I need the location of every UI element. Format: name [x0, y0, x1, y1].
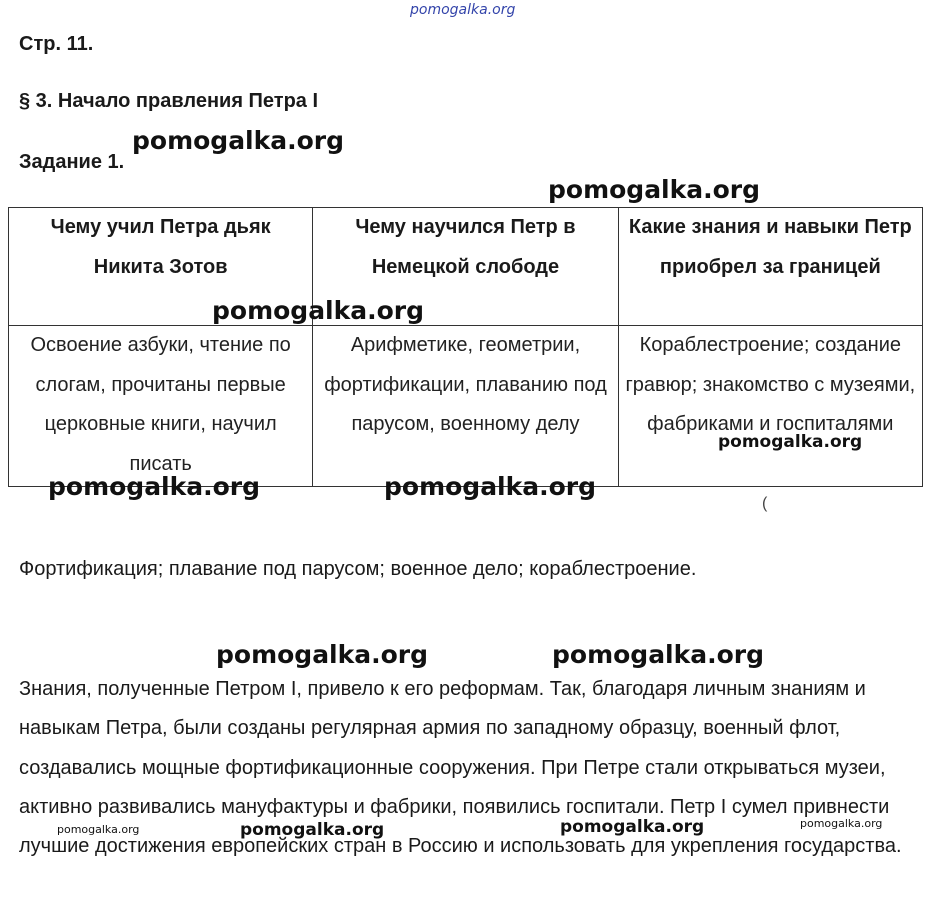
table-header-row — [9, 208, 923, 326]
watermark: pomogalka.org — [57, 823, 140, 836]
watermark: pomogalka.org — [384, 472, 597, 501]
table-header-cell: Чему научился Петр в Немецкой слободе — [313, 208, 618, 326]
watermark: pomogalka.org — [548, 175, 761, 204]
table-cell: Освоение азбуки, чтение по слогам, прочитаны первые церковные книги, научил писать — [9, 326, 313, 487]
table-cell: Арифметике, геометрии, фортификации, плаванию под парусом, военному делу — [313, 326, 618, 487]
watermark: pomogalka.org — [718, 432, 863, 452]
watermark: pomogalka.org — [216, 640, 429, 669]
task-label: Задание 1. — [19, 151, 125, 173]
watermark: pomogalka.org — [552, 640, 765, 669]
watermark: pomogalka.org — [240, 820, 385, 840]
table-row — [9, 326, 923, 487]
site-watermark-top: pomogalka.org — [410, 2, 516, 18]
watermark: pomogalka.org — [560, 817, 705, 837]
answer-task-2: Фортификация; плавание под парусом; военное дело; кораблестроение. — [19, 558, 697, 580]
stray-mark: ( — [762, 495, 768, 512]
page-number: Стр. 11. — [19, 33, 94, 55]
answer-task-3: Знания, полученные Петром I, привело к его реформам. Так, благодаря личным знаниям и навыкам Петра, были созданы регулярная армия по западному образцу, военный флот, создавались мощные фортификационные сооружения. При Петре стали открываться музеи, активно развивались мануфактуры и фабрики, появились госпитали. Петр I сумел привнести лучшие достижения европейских стран в Россию и использовать для укрепления государства. — [19, 678, 902, 858]
table-header-cell: Какие знания и навыки Петр приобрел за границей — [618, 208, 922, 326]
table-cell: Кораблестроение; создание гравюр; знакомство с музеями, фабриками и госпиталями — [618, 326, 922, 487]
watermark: pomogalka.org — [132, 126, 345, 155]
table-header-cell: Чему учил Петра дьяк Никита Зотов — [9, 208, 313, 326]
watermark: pomogalka.org — [48, 472, 261, 501]
watermark: pomogalka.org — [212, 296, 425, 325]
section-title: § 3. Начало правления Петра I — [19, 90, 319, 112]
watermark: pomogalka.org — [800, 817, 883, 830]
